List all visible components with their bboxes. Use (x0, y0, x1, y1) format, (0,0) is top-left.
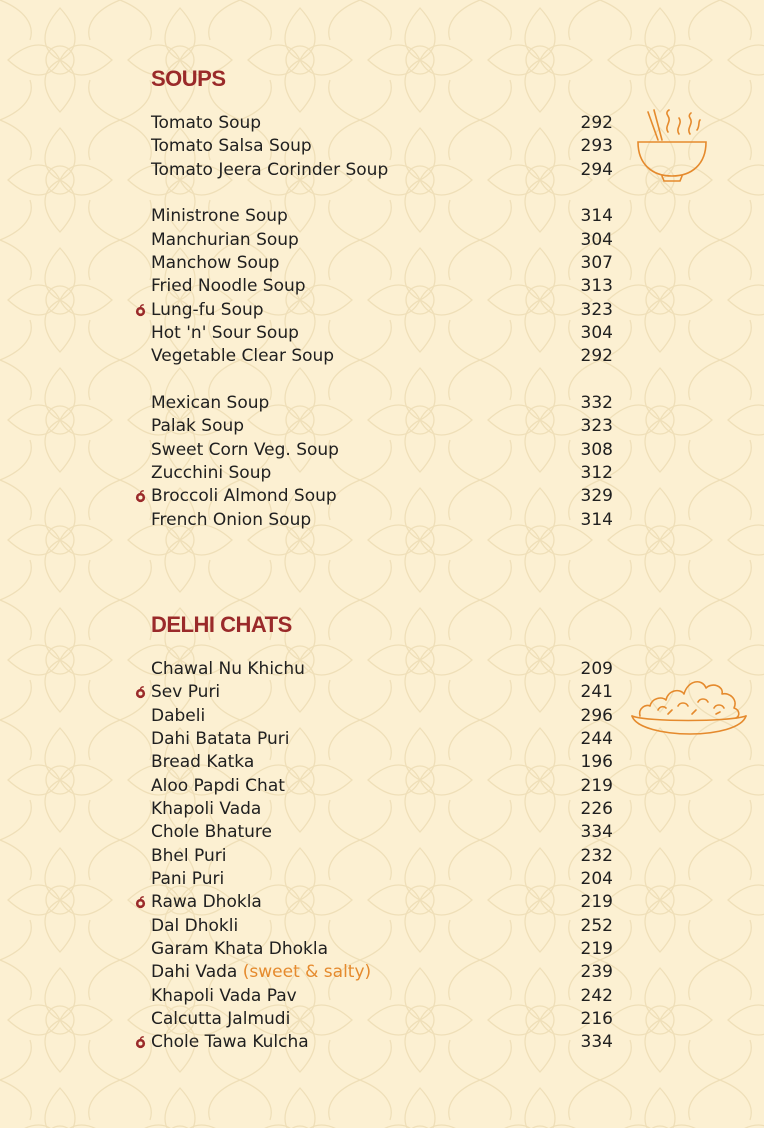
item-price: 323 (580, 300, 613, 320)
menu-item (0, 751, 764, 774)
item-name: Palak Soup (151, 416, 245, 436)
menu-item (0, 798, 764, 821)
item-name: Chole Tawa Kulcha (151, 1032, 309, 1052)
item-name: Tomato Soup (151, 113, 262, 133)
item-price: 232 (580, 846, 613, 866)
item-price: 329 (580, 486, 613, 506)
item-name: Mexican Soup (151, 393, 270, 413)
item-price: 334 (580, 822, 613, 842)
item-name: Manchurian Soup (151, 230, 299, 250)
item-price: 242 (580, 986, 613, 1006)
menu-item (0, 509, 764, 532)
chef-special-icon (134, 1036, 147, 1049)
item-name: Zucchini Soup (151, 463, 272, 483)
item-price: 323 (580, 416, 613, 436)
chef-special-icon (134, 896, 147, 909)
item-name: Sweet Corn Veg. Soup (151, 440, 339, 460)
item-price: 219 (580, 776, 613, 796)
item-price: 219 (580, 939, 613, 959)
item-name: Manchow Soup (151, 253, 280, 273)
item-name: Pani Puri (151, 869, 225, 889)
item-price: 294 (580, 160, 613, 180)
menu-item (0, 275, 764, 298)
menu-item (0, 1008, 764, 1031)
item-price: 334 (580, 1032, 613, 1052)
menu-item (0, 439, 764, 462)
item-price: 312 (580, 463, 613, 483)
chef-special-icon (134, 490, 147, 503)
item-name-with-note (151, 961, 371, 984)
menu-item (0, 868, 764, 891)
item-price: 313 (580, 276, 613, 296)
item-price: 241 (580, 682, 613, 702)
menu-item (0, 462, 764, 485)
menu-item (0, 1031, 764, 1054)
item-name: Aloo Papdi Chat (151, 776, 285, 796)
item-price: 314 (580, 206, 613, 226)
item-price: 219 (580, 892, 613, 912)
menu-item (0, 392, 764, 415)
item-name: Tomato Salsa Soup (151, 136, 312, 156)
item-price: 209 (580, 659, 613, 679)
item-name: Khapoli Vada Pav (151, 986, 297, 1006)
item-name: Fried Noodle Soup (151, 276, 306, 296)
item-price: 244 (580, 729, 613, 749)
menu-item (0, 485, 764, 508)
item-name: Chawal Nu Khichu (151, 659, 305, 679)
menu-item (0, 891, 764, 914)
item-name: Calcutta Jalmudi (151, 1009, 291, 1029)
item-name: Bread Katka (151, 752, 255, 772)
item-name: Broccoli Almond Soup (151, 486, 337, 506)
item-price: 239 (580, 962, 613, 982)
item-name: Dahi Batata Puri (151, 729, 290, 749)
item-price: 308 (580, 440, 613, 460)
menu-item (0, 252, 764, 275)
soup-bowl-icon (634, 108, 714, 184)
item-price: 252 (580, 916, 613, 936)
item-name: Dal Dhokli (151, 916, 239, 936)
menu-item (0, 299, 764, 322)
item-price: 332 (580, 393, 613, 413)
item-price: 196 (580, 752, 613, 772)
item-price: 204 (580, 869, 613, 889)
item-price: 292 (580, 113, 613, 133)
menu-item (0, 915, 764, 938)
item-price: 216 (580, 1009, 613, 1029)
menu-item (0, 938, 764, 961)
item-price: 304 (580, 230, 613, 250)
section-title-delhi-chats: DELHI CHATS (151, 612, 292, 637)
item-name: Ministrone Soup (151, 206, 288, 226)
item-price: 304 (580, 323, 613, 343)
item-price: 292 (580, 346, 613, 366)
item-name: Tomato Jeera Corinder Soup (151, 160, 389, 180)
menu-item (0, 985, 764, 1008)
item-name: Rawa Dhokla (151, 892, 262, 912)
item-price: 293 (580, 136, 613, 156)
chaat-plate-icon (628, 672, 750, 738)
section-title-soups: SOUPS (151, 66, 226, 91)
item-name: Vegetable Clear Soup (151, 346, 335, 366)
menu-item (0, 775, 764, 798)
menu-item (0, 205, 764, 228)
menu-item (0, 961, 764, 984)
item-name: Bhel Puri (151, 846, 227, 866)
item-price: 314 (580, 510, 613, 530)
menu-item (0, 415, 764, 438)
item-name: Hot 'n' Sour Soup (151, 323, 299, 343)
item-name: Dabeli (151, 706, 206, 726)
item-name: Khapoli Vada (151, 799, 262, 819)
item-price: 226 (580, 799, 613, 819)
chef-special-icon (134, 304, 147, 317)
menu-item (0, 821, 764, 844)
item-price: 307 (580, 253, 613, 273)
menu-item (0, 229, 764, 252)
menu-item (0, 322, 764, 345)
item-name: Chole Bhature (151, 822, 273, 842)
item-name: Garam Khata Dhokla (151, 939, 329, 959)
item-name: Lung-fu Soup (151, 300, 264, 320)
item-name: Sev Puri (151, 682, 221, 702)
menu-item (0, 345, 764, 368)
item-name-text: Dahi Vada (151, 962, 238, 982)
chef-special-icon (134, 686, 147, 699)
item-name: French Onion Soup (151, 510, 312, 530)
item-price: 296 (580, 706, 613, 726)
menu-item (0, 845, 764, 868)
item-note: (sweet & salty) (242, 962, 372, 982)
